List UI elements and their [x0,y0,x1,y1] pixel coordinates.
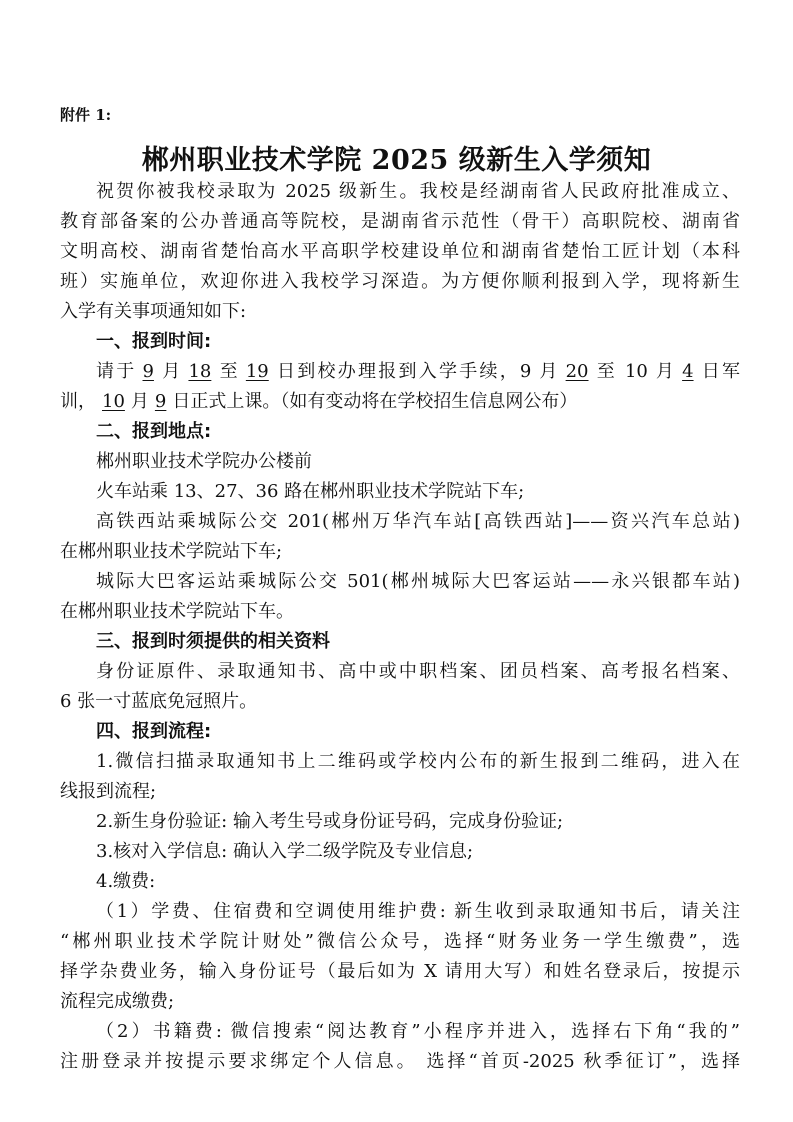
location-line: 高铁西站乘城际公交 201(郴州万华汽车站[高铁西站]——资兴汽车总站) [96,511,740,532]
location-line: 郴州职业技术学院办公楼前 [96,451,312,472]
process-line: “郴州职业技术学院计财处”微信公众号，选择“财务业务一学生缴费”，选 [60,931,740,952]
document-body [60,177,740,1077]
location-line: 在郴州职业技术学院站下车; [60,541,283,562]
intro-line: 入学有关事项通知如下: [60,301,247,322]
section-heading-materials: 三、报到时须提供的相关资料 [96,631,330,652]
process-line: 线报到流程; [60,781,157,802]
process-line: 注册登录并按提示要求绑定个人信息。 选择“首页-2025 秋季征订”，选择 [60,1051,740,1072]
intro-line: 文明高校、湖南省楚怡高水平高职学校建设单位和湖南省楚怡工匠计划（本科 [60,241,740,262]
registration-end-day: 19 [245,361,269,382]
military-training-start-day: 20 [565,361,589,382]
time-text: 月 [159,361,183,382]
military-training-end-day: 4 [682,361,694,382]
time-line [60,357,740,387]
time-text: 训， [60,391,96,412]
process-line: 3.核对入学信息: 确认入学二级学院及专业信息; [96,841,474,862]
class-start-month: 10 [102,391,125,412]
process-line: 流程完成缴费; [60,991,175,1012]
time-line [60,387,740,417]
materials-line: 身份证原件、录取通知书、高中或中职档案、团员档案、高考报名档案、 [96,661,740,682]
registration-month: 9 [142,361,154,382]
class-start-day: 9 [154,391,167,412]
time-text: 日军 [699,361,741,382]
time-text: 月 [130,391,149,412]
location-line: 在郴州职业技术学院站下车。 [60,601,294,622]
registration-start-day: 18 [188,361,212,382]
time-text: 至 10 月 [594,361,677,382]
process-line: 4.缴费: [96,871,156,892]
process-line: （2）书籍费: 微信搜索“阅达教育”小程序并进入，选择右下角“我的” [96,1021,740,1042]
materials-line: 6 张一寸蓝底免冠照片。 [60,691,258,712]
process-line: 择学杂费业务，输入身份证号（最后如为 X 请用大写）和姓名登录后，按提示 [60,961,740,982]
intro-line: 祝贺你被我校录取为 2025 级新生。我校是经湖南省人民政府批准成立、 [96,181,740,202]
time-text: 请于 [96,361,137,382]
attachment-label: 附件 1: [60,106,112,124]
location-line: 火车站乘 13、27、36 路在郴州职业技术学院站下车; [96,481,525,502]
location-line: 城际大巴客运站乘城际公交 501(郴州城际大巴客运站——永兴银都车站) [96,571,740,592]
section-heading-process: 四、报到流程: [96,721,212,742]
process-line: 2.新生身份验证: 输入考生号或身份证号码，完成身份验证; [96,811,564,832]
time-text: 至 [217,361,240,382]
section-heading-time: 一、报到时间: [96,331,212,352]
process-line: （1）学费、住宿费和空调使用维护费: 新生收到录取通知书后，请关注 [96,901,740,922]
time-text: 日到校办理报到入学手续，9 月 [274,361,560,382]
process-line: 1.微信扫描录取通知书上二维码或学校内公布的新生报到二维码，进入在 [96,751,740,772]
section-heading-location: 二、报到地点: [96,421,212,442]
intro-line: 班）实施单位，欢迎你进入我校学习深造。为方便你顺利报到入学，现将新生 [60,271,740,292]
time-text: 日正式上课。（如有变动将在学校招生信息网公布） [172,391,578,412]
intro-line: 教育部备案的公办普通高等院校，是湖南省示范性（骨干）高职院校、湖南省 [60,211,740,232]
document-title: 郴州职业技术学院 2025 级新生入学须知 [141,145,652,176]
